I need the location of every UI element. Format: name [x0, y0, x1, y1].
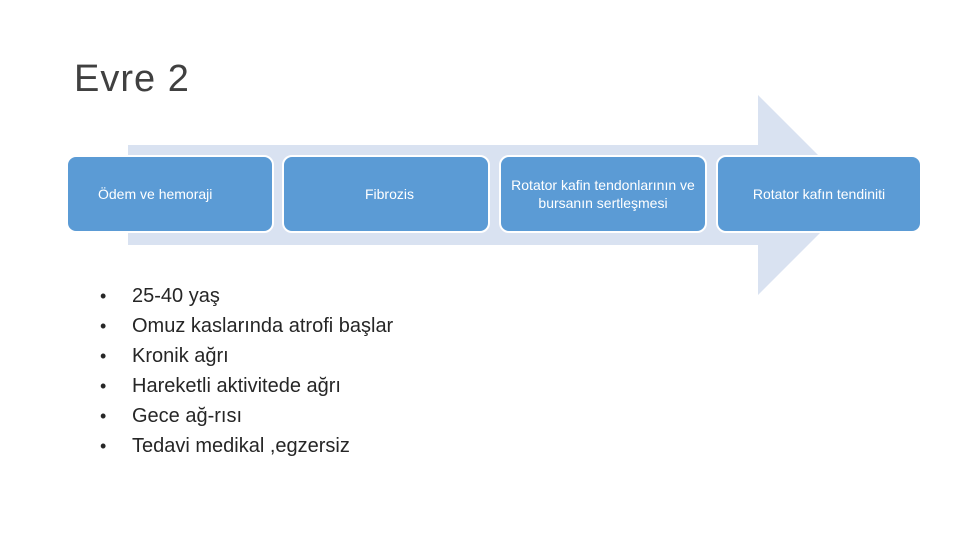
process-step-label: Ödem ve hemoraji [98, 186, 213, 202]
bullet-item: • Tedavi medikal ,egzersiz [100, 431, 393, 461]
bullet-item: • Hareketli aktivitede ağrı [100, 371, 393, 401]
process-step-fibrosis [282, 155, 490, 233]
slide-title: Evre 2 [74, 58, 190, 100]
process-step-tendinitis [716, 155, 922, 233]
bullet-item: • Omuz kaslarında atrofi başlar [100, 311, 393, 341]
bullet-list [100, 281, 393, 461]
process-step-hardening [499, 155, 707, 233]
process-step-label: Rotator kafin tendonlarının ve bursanın sertleşmesi [511, 177, 695, 211]
process-step-label: Rotator kafın tendiniti [752, 186, 886, 202]
bullet-item: • Kronik ağrı [100, 341, 393, 371]
process-step-edema [66, 155, 274, 233]
process-step-label: Fibrozis [364, 186, 414, 202]
bullet-item: • Gece ağ-rısı [100, 401, 393, 431]
bullet-item: • 25-40 yaş [100, 281, 393, 311]
